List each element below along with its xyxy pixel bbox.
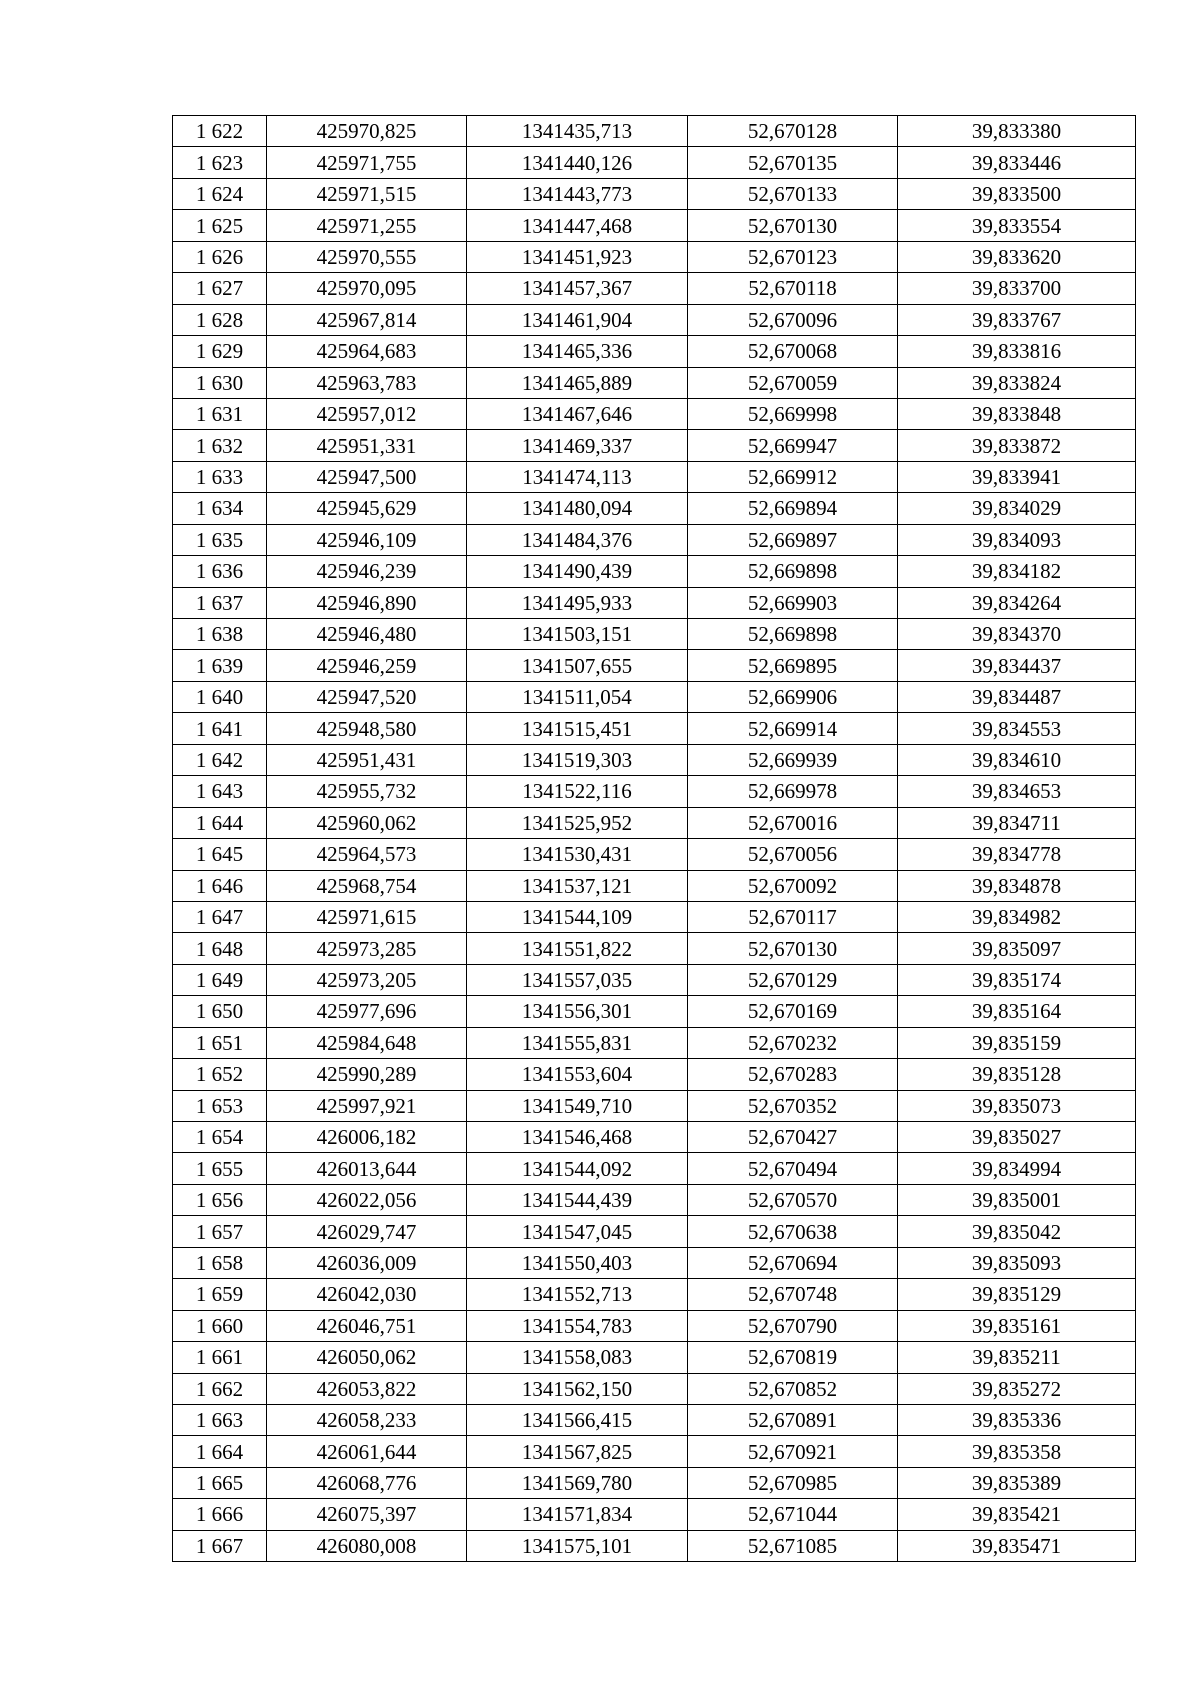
table-row	[173, 1216, 1136, 1247]
longitude-cell: 39,833872	[898, 430, 1136, 461]
point-number-cell: 1 627	[173, 273, 267, 304]
longitude-cell: 39,835093	[898, 1247, 1136, 1278]
table-row	[173, 1467, 1136, 1498]
point-number-cell: 1 664	[173, 1436, 267, 1467]
y-coordinate-cell: 1341544,109	[467, 901, 688, 932]
x-coordinate-cell: 426042,030	[267, 1279, 467, 1310]
y-coordinate-cell: 1341490,439	[467, 556, 688, 587]
coordinates-table	[172, 115, 1136, 1562]
y-coordinate-cell: 1341447,468	[467, 210, 688, 241]
x-coordinate-cell: 425970,095	[267, 273, 467, 304]
point-number-cell: 1 657	[173, 1216, 267, 1247]
table-row	[173, 1373, 1136, 1404]
table-row	[173, 1436, 1136, 1467]
table-row	[173, 147, 1136, 178]
y-coordinate-cell: 1341556,301	[467, 996, 688, 1027]
x-coordinate-cell: 425945,629	[267, 493, 467, 524]
longitude-cell: 39,834029	[898, 493, 1136, 524]
table-row	[173, 713, 1136, 744]
point-number-cell: 1 663	[173, 1404, 267, 1435]
table-row	[173, 1342, 1136, 1373]
x-coordinate-cell: 426036,009	[267, 1247, 467, 1278]
y-coordinate-cell: 1341550,403	[467, 1247, 688, 1278]
x-coordinate-cell: 425946,239	[267, 556, 467, 587]
x-coordinate-cell: 425973,205	[267, 964, 467, 995]
y-coordinate-cell: 1341549,710	[467, 1090, 688, 1121]
point-number-cell: 1 645	[173, 839, 267, 870]
latitude-cell: 52,670427	[688, 1122, 898, 1153]
latitude-cell: 52,670130	[688, 210, 898, 241]
longitude-cell: 39,835073	[898, 1090, 1136, 1121]
x-coordinate-cell: 425963,783	[267, 367, 467, 398]
longitude-cell: 39,835174	[898, 964, 1136, 995]
longitude-cell: 39,835027	[898, 1122, 1136, 1153]
table-row	[173, 681, 1136, 712]
latitude-cell: 52,669998	[688, 398, 898, 429]
latitude-cell: 52,669914	[688, 713, 898, 744]
x-coordinate-cell: 425964,573	[267, 839, 467, 870]
y-coordinate-cell: 1341522,116	[467, 776, 688, 807]
table-row	[173, 273, 1136, 304]
longitude-cell: 39,835129	[898, 1279, 1136, 1310]
y-coordinate-cell: 1341571,834	[467, 1499, 688, 1530]
y-coordinate-cell: 1341503,151	[467, 619, 688, 650]
table-row	[173, 839, 1136, 870]
x-coordinate-cell: 425964,683	[267, 336, 467, 367]
table-row	[173, 210, 1136, 241]
y-coordinate-cell: 1341484,376	[467, 524, 688, 555]
latitude-cell: 52,670494	[688, 1153, 898, 1184]
x-coordinate-cell: 425951,331	[267, 430, 467, 461]
point-number-cell: 1 642	[173, 744, 267, 775]
latitude-cell: 52,670283	[688, 1059, 898, 1090]
y-coordinate-cell: 1341457,367	[467, 273, 688, 304]
table-row	[173, 1153, 1136, 1184]
latitude-cell: 52,669903	[688, 587, 898, 618]
table-row	[173, 1027, 1136, 1058]
latitude-cell: 52,670570	[688, 1184, 898, 1215]
point-number-cell: 1 640	[173, 681, 267, 712]
longitude-cell: 39,835358	[898, 1436, 1136, 1467]
x-coordinate-cell: 425968,754	[267, 870, 467, 901]
point-number-cell: 1 659	[173, 1279, 267, 1310]
y-coordinate-cell: 1341519,303	[467, 744, 688, 775]
y-coordinate-cell: 1341515,451	[467, 713, 688, 744]
latitude-cell: 52,670123	[688, 241, 898, 272]
table-row	[173, 619, 1136, 650]
longitude-cell: 39,833554	[898, 210, 1136, 241]
x-coordinate-cell: 426006,182	[267, 1122, 467, 1153]
table-row	[173, 430, 1136, 461]
latitude-cell: 52,670130	[688, 933, 898, 964]
table-row	[173, 1310, 1136, 1341]
latitude-cell: 52,670096	[688, 304, 898, 335]
latitude-cell: 52,670016	[688, 807, 898, 838]
latitude-cell: 52,670790	[688, 1310, 898, 1341]
longitude-cell: 39,835159	[898, 1027, 1136, 1058]
point-number-cell: 1 623	[173, 147, 267, 178]
latitude-cell: 52,669947	[688, 430, 898, 461]
point-number-cell: 1 648	[173, 933, 267, 964]
table-row	[173, 367, 1136, 398]
latitude-cell: 52,670059	[688, 367, 898, 398]
longitude-cell: 39,834711	[898, 807, 1136, 838]
y-coordinate-cell: 1341562,150	[467, 1373, 688, 1404]
longitude-cell: 39,833500	[898, 178, 1136, 209]
y-coordinate-cell: 1341465,889	[467, 367, 688, 398]
y-coordinate-cell: 1341569,780	[467, 1467, 688, 1498]
x-coordinate-cell: 425970,825	[267, 116, 467, 147]
point-number-cell: 1 655	[173, 1153, 267, 1184]
x-coordinate-cell: 425951,431	[267, 744, 467, 775]
latitude-cell: 52,670056	[688, 839, 898, 870]
longitude-cell: 39,834653	[898, 776, 1136, 807]
table-row	[173, 1530, 1136, 1561]
y-coordinate-cell: 1341451,923	[467, 241, 688, 272]
point-number-cell: 1 631	[173, 398, 267, 429]
longitude-cell: 39,835389	[898, 1467, 1136, 1498]
x-coordinate-cell: 425971,615	[267, 901, 467, 932]
table-row	[173, 996, 1136, 1027]
point-number-cell: 1 658	[173, 1247, 267, 1278]
latitude-cell: 52,669906	[688, 681, 898, 712]
x-coordinate-cell: 425957,012	[267, 398, 467, 429]
x-coordinate-cell: 425971,515	[267, 178, 467, 209]
latitude-cell: 52,670819	[688, 1342, 898, 1373]
x-coordinate-cell: 425971,755	[267, 147, 467, 178]
y-coordinate-cell: 1341467,646	[467, 398, 688, 429]
longitude-cell: 39,834610	[898, 744, 1136, 775]
point-number-cell: 1 626	[173, 241, 267, 272]
x-coordinate-cell: 426068,776	[267, 1467, 467, 1498]
latitude-cell: 52,670128	[688, 116, 898, 147]
longitude-cell: 39,833700	[898, 273, 1136, 304]
point-number-cell: 1 662	[173, 1373, 267, 1404]
y-coordinate-cell: 1341553,604	[467, 1059, 688, 1090]
y-coordinate-cell: 1341440,126	[467, 147, 688, 178]
point-number-cell: 1 628	[173, 304, 267, 335]
latitude-cell: 52,670232	[688, 1027, 898, 1058]
point-number-cell: 1 630	[173, 367, 267, 398]
table-row	[173, 524, 1136, 555]
table-row	[173, 650, 1136, 681]
longitude-cell: 39,834982	[898, 901, 1136, 932]
point-number-cell: 1 649	[173, 964, 267, 995]
table-row	[173, 116, 1136, 147]
x-coordinate-cell: 425984,648	[267, 1027, 467, 1058]
y-coordinate-cell: 1341558,083	[467, 1342, 688, 1373]
longitude-cell: 39,834878	[898, 870, 1136, 901]
y-coordinate-cell: 1341546,468	[467, 1122, 688, 1153]
table-row	[173, 241, 1136, 272]
point-number-cell: 1 656	[173, 1184, 267, 1215]
latitude-cell: 52,669912	[688, 461, 898, 492]
longitude-cell: 39,835001	[898, 1184, 1136, 1215]
point-number-cell: 1 636	[173, 556, 267, 587]
table-row	[173, 1247, 1136, 1278]
longitude-cell: 39,834487	[898, 681, 1136, 712]
point-number-cell: 1 650	[173, 996, 267, 1027]
table-row	[173, 1090, 1136, 1121]
y-coordinate-cell: 1341567,825	[467, 1436, 688, 1467]
latitude-cell: 52,670092	[688, 870, 898, 901]
x-coordinate-cell: 426050,062	[267, 1342, 467, 1373]
x-coordinate-cell: 426061,644	[267, 1436, 467, 1467]
longitude-cell: 39,835471	[898, 1530, 1136, 1561]
latitude-cell: 52,670985	[688, 1467, 898, 1498]
y-coordinate-cell: 1341530,431	[467, 839, 688, 870]
longitude-cell: 39,833380	[898, 116, 1136, 147]
longitude-cell: 39,834182	[898, 556, 1136, 587]
latitude-cell: 52,670748	[688, 1279, 898, 1310]
x-coordinate-cell: 426029,747	[267, 1216, 467, 1247]
table-row	[173, 587, 1136, 618]
table-row	[173, 304, 1136, 335]
table-row	[173, 933, 1136, 964]
latitude-cell: 52,669978	[688, 776, 898, 807]
x-coordinate-cell: 425955,732	[267, 776, 467, 807]
x-coordinate-cell: 425973,285	[267, 933, 467, 964]
x-coordinate-cell: 426053,822	[267, 1373, 467, 1404]
point-number-cell: 1 667	[173, 1530, 267, 1561]
longitude-cell: 39,834994	[898, 1153, 1136, 1184]
longitude-cell: 39,834370	[898, 619, 1136, 650]
y-coordinate-cell: 1341557,035	[467, 964, 688, 995]
longitude-cell: 39,834778	[898, 839, 1136, 870]
point-number-cell: 1 641	[173, 713, 267, 744]
table-row	[173, 807, 1136, 838]
latitude-cell: 52,670169	[688, 996, 898, 1027]
table-row	[173, 493, 1136, 524]
point-number-cell: 1 665	[173, 1467, 267, 1498]
latitude-cell: 52,670921	[688, 1436, 898, 1467]
x-coordinate-cell: 425946,109	[267, 524, 467, 555]
table-row	[173, 744, 1136, 775]
y-coordinate-cell: 1341551,822	[467, 933, 688, 964]
longitude-cell: 39,835421	[898, 1499, 1136, 1530]
y-coordinate-cell: 1341566,415	[467, 1404, 688, 1435]
x-coordinate-cell: 425971,255	[267, 210, 467, 241]
latitude-cell: 52,671085	[688, 1530, 898, 1561]
longitude-cell: 39,833816	[898, 336, 1136, 367]
point-number-cell: 1 629	[173, 336, 267, 367]
y-coordinate-cell: 1341554,783	[467, 1310, 688, 1341]
x-coordinate-cell: 426075,397	[267, 1499, 467, 1530]
point-number-cell: 1 660	[173, 1310, 267, 1341]
y-coordinate-cell: 1341575,101	[467, 1530, 688, 1561]
table-row	[173, 1279, 1136, 1310]
x-coordinate-cell: 425970,555	[267, 241, 467, 272]
longitude-cell: 39,835164	[898, 996, 1136, 1027]
latitude-cell: 52,670129	[688, 964, 898, 995]
latitude-cell: 52,670133	[688, 178, 898, 209]
point-number-cell: 1 624	[173, 178, 267, 209]
point-number-cell: 1 638	[173, 619, 267, 650]
x-coordinate-cell: 426046,751	[267, 1310, 467, 1341]
latitude-cell: 52,670118	[688, 273, 898, 304]
longitude-cell: 39,834437	[898, 650, 1136, 681]
y-coordinate-cell: 1341544,439	[467, 1184, 688, 1215]
point-number-cell: 1 643	[173, 776, 267, 807]
x-coordinate-cell: 425960,062	[267, 807, 467, 838]
latitude-cell: 52,670638	[688, 1216, 898, 1247]
longitude-cell: 39,835042	[898, 1216, 1136, 1247]
y-coordinate-cell: 1341555,831	[467, 1027, 688, 1058]
point-number-cell: 1 632	[173, 430, 267, 461]
table-row	[173, 1404, 1136, 1435]
y-coordinate-cell: 1341525,952	[467, 807, 688, 838]
table-row	[173, 870, 1136, 901]
x-coordinate-cell: 425947,500	[267, 461, 467, 492]
table-row	[173, 1184, 1136, 1215]
x-coordinate-cell: 425946,890	[267, 587, 467, 618]
table-row	[173, 336, 1136, 367]
longitude-cell: 39,835128	[898, 1059, 1136, 1090]
x-coordinate-cell: 425977,696	[267, 996, 467, 1027]
latitude-cell: 52,669898	[688, 619, 898, 650]
latitude-cell: 52,669895	[688, 650, 898, 681]
latitude-cell: 52,670352	[688, 1090, 898, 1121]
point-number-cell: 1 635	[173, 524, 267, 555]
point-number-cell: 1 652	[173, 1059, 267, 1090]
table-row	[173, 398, 1136, 429]
table-row	[173, 1499, 1136, 1530]
y-coordinate-cell: 1341537,121	[467, 870, 688, 901]
latitude-cell: 52,670068	[688, 336, 898, 367]
latitude-cell: 52,670891	[688, 1404, 898, 1435]
point-number-cell: 1 622	[173, 116, 267, 147]
longitude-cell: 39,833620	[898, 241, 1136, 272]
table-row	[173, 556, 1136, 587]
point-number-cell: 1 625	[173, 210, 267, 241]
y-coordinate-cell: 1341552,713	[467, 1279, 688, 1310]
point-number-cell: 1 644	[173, 807, 267, 838]
longitude-cell: 39,834093	[898, 524, 1136, 555]
x-coordinate-cell: 425948,580	[267, 713, 467, 744]
x-coordinate-cell: 425947,520	[267, 681, 467, 712]
latitude-cell: 52,669939	[688, 744, 898, 775]
latitude-cell: 52,669894	[688, 493, 898, 524]
point-number-cell: 1 646	[173, 870, 267, 901]
y-coordinate-cell: 1341547,045	[467, 1216, 688, 1247]
point-number-cell: 1 634	[173, 493, 267, 524]
x-coordinate-cell: 425997,921	[267, 1090, 467, 1121]
longitude-cell: 39,834553	[898, 713, 1136, 744]
x-coordinate-cell: 426022,056	[267, 1184, 467, 1215]
table-row	[173, 461, 1136, 492]
longitude-cell: 39,835336	[898, 1404, 1136, 1435]
longitude-cell: 39,833941	[898, 461, 1136, 492]
point-number-cell: 1 654	[173, 1122, 267, 1153]
x-coordinate-cell: 425946,259	[267, 650, 467, 681]
longitude-cell: 39,833767	[898, 304, 1136, 335]
table-row	[173, 178, 1136, 209]
point-number-cell: 1 637	[173, 587, 267, 618]
y-coordinate-cell: 1341511,054	[467, 681, 688, 712]
coordinates-table-body	[173, 116, 1136, 1562]
y-coordinate-cell: 1341474,113	[467, 461, 688, 492]
point-number-cell: 1 647	[173, 901, 267, 932]
latitude-cell: 52,669898	[688, 556, 898, 587]
longitude-cell: 39,835272	[898, 1373, 1136, 1404]
x-coordinate-cell: 426080,008	[267, 1530, 467, 1561]
y-coordinate-cell: 1341461,904	[467, 304, 688, 335]
longitude-cell: 39,833848	[898, 398, 1136, 429]
longitude-cell: 39,835211	[898, 1342, 1136, 1373]
latitude-cell: 52,670852	[688, 1373, 898, 1404]
y-coordinate-cell: 1341544,092	[467, 1153, 688, 1184]
table-row	[173, 1122, 1136, 1153]
x-coordinate-cell: 425990,289	[267, 1059, 467, 1090]
longitude-cell: 39,835097	[898, 933, 1136, 964]
point-number-cell: 1 653	[173, 1090, 267, 1121]
latitude-cell: 52,669897	[688, 524, 898, 555]
point-number-cell: 1 639	[173, 650, 267, 681]
x-coordinate-cell: 426013,644	[267, 1153, 467, 1184]
point-number-cell: 1 666	[173, 1499, 267, 1530]
y-coordinate-cell: 1341480,094	[467, 493, 688, 524]
table-row	[173, 964, 1136, 995]
latitude-cell: 52,670117	[688, 901, 898, 932]
point-number-cell: 1 633	[173, 461, 267, 492]
point-number-cell: 1 661	[173, 1342, 267, 1373]
y-coordinate-cell: 1341495,933	[467, 587, 688, 618]
x-coordinate-cell: 426058,233	[267, 1404, 467, 1435]
y-coordinate-cell: 1341465,336	[467, 336, 688, 367]
table-row	[173, 776, 1136, 807]
longitude-cell: 39,834264	[898, 587, 1136, 618]
latitude-cell: 52,671044	[688, 1499, 898, 1530]
table-row	[173, 901, 1136, 932]
point-number-cell: 1 651	[173, 1027, 267, 1058]
longitude-cell: 39,833824	[898, 367, 1136, 398]
latitude-cell: 52,670694	[688, 1247, 898, 1278]
x-coordinate-cell: 425967,814	[267, 304, 467, 335]
x-coordinate-cell: 425946,480	[267, 619, 467, 650]
longitude-cell: 39,835161	[898, 1310, 1136, 1341]
y-coordinate-cell: 1341507,655	[467, 650, 688, 681]
table-row	[173, 1059, 1136, 1090]
y-coordinate-cell: 1341469,337	[467, 430, 688, 461]
y-coordinate-cell: 1341435,713	[467, 116, 688, 147]
latitude-cell: 52,670135	[688, 147, 898, 178]
longitude-cell: 39,833446	[898, 147, 1136, 178]
y-coordinate-cell: 1341443,773	[467, 178, 688, 209]
